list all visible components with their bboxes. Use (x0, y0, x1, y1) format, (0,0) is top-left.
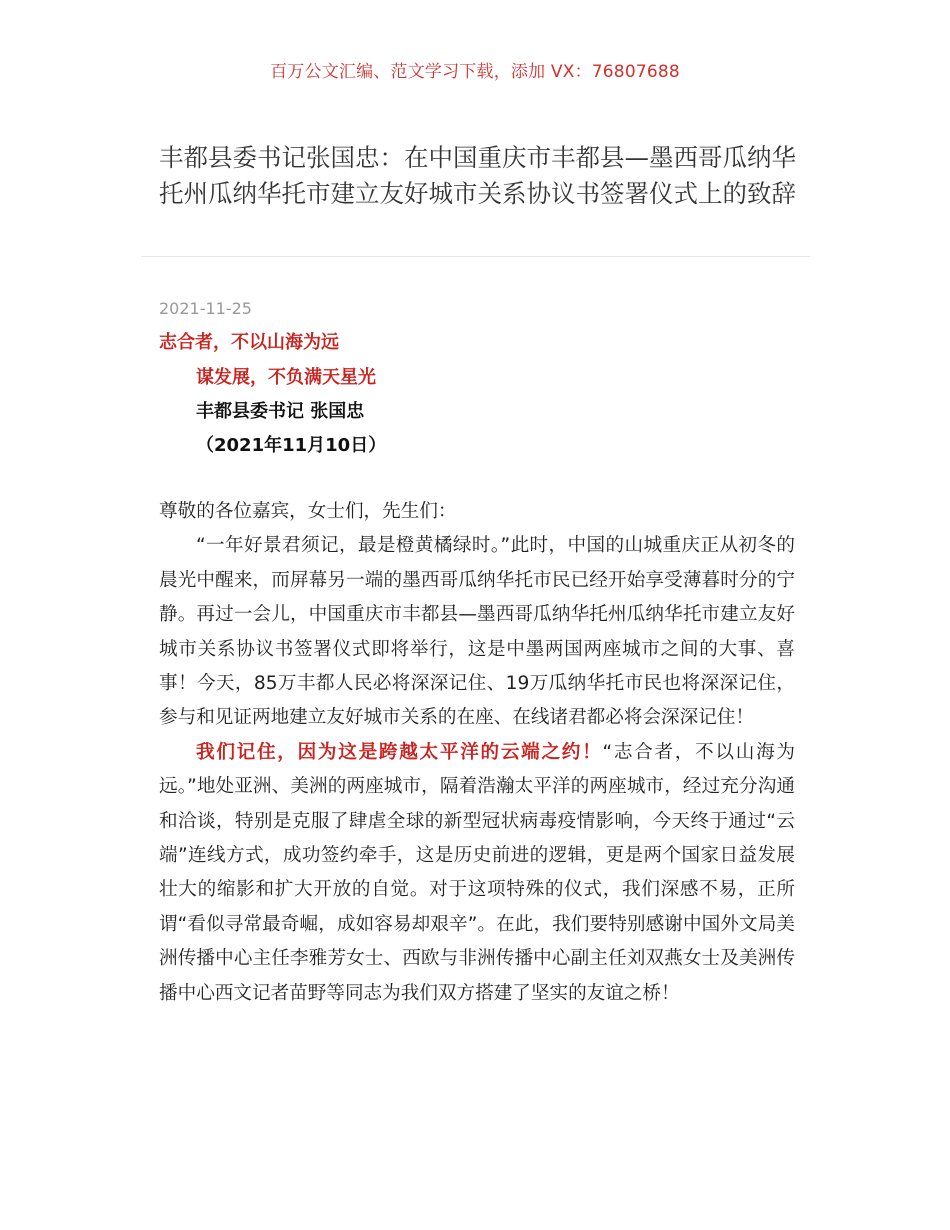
promo-banner: 百万公文汇编、范文学习下载，添加 VX：76807688 (270, 62, 680, 82)
title-divider (141, 256, 810, 257)
article-title: 丰都县委书记张国忠：在中国重庆市丰都县—墨西哥瓜纳华托州瓜纳华托市建立友好城市关系协议书签署仪式上的致辞 (159, 143, 796, 208)
speech-date: （2021年11月10日） (196, 435, 387, 456)
headline-2: 谋发展，不负满天星光 (196, 367, 376, 388)
speaker-byline: 丰都县委书记 张国忠 (196, 401, 365, 422)
paragraph-2 (159, 736, 795, 1011)
headline-1: 志合者，不以山海为远 (159, 332, 339, 353)
paragraph-1: “一年好景君须记，最是橙黄橘绿时。”此时，中国的山城重庆正从初冬的晨光中醒来，而屏幕另一端的墨西哥瓜纳华托市民已经开始享受薄暮时分的宁静。再过一会儿，中国重庆市丰都县—墨西哥瓜纳华托州瓜纳华托市建立友好城市关系协议书签署仪式即将举行，这是中墨两国两座城市之间的大事、喜事！今天，85万丰都人民必将深深记住、19万瓜纳华托市民也将深深记住，参与和见证两地建立友好城市关系的在座、在线诸君都必将会深深记住！ (159, 535, 795, 729)
publish-date: 2021-11-25 (159, 299, 252, 318)
paragraph-2-text: “志合者，不以山海为远。”地处亚洲、美洲的两座城市，隔着浩瀚太平洋的两座城市，经过充分沟通和洽谈，特别是克服了肆虐全球的新型冠状病毒疫情影响，今天终于通过“云端”连线方式，成功签约牵手，这是历史前进的逻辑，更是两个国家日益发展壮大的缩影和扩大开放的自觉。对于这项特殊的仪式，我们深感不易，正所谓“看似寻常最奇崛，成如容易却艰辛”。在此，我们要特别感谢中国外文局美洲传播中心主任李雅芳女士、西欧与非洲传播中心副主任刘双燕女士及美洲传播中心西文记者苗野等同志为我们双方搭建了坚实的友谊之桥！ (159, 741, 795, 1004)
paragraph-2-emphasis: 我们记住，因为这是跨越太平洋的云端之约！ (196, 741, 603, 763)
salutation: 尊敬的各位嘉宾，女士们，先生们： (159, 501, 457, 522)
article-body (159, 495, 795, 1011)
